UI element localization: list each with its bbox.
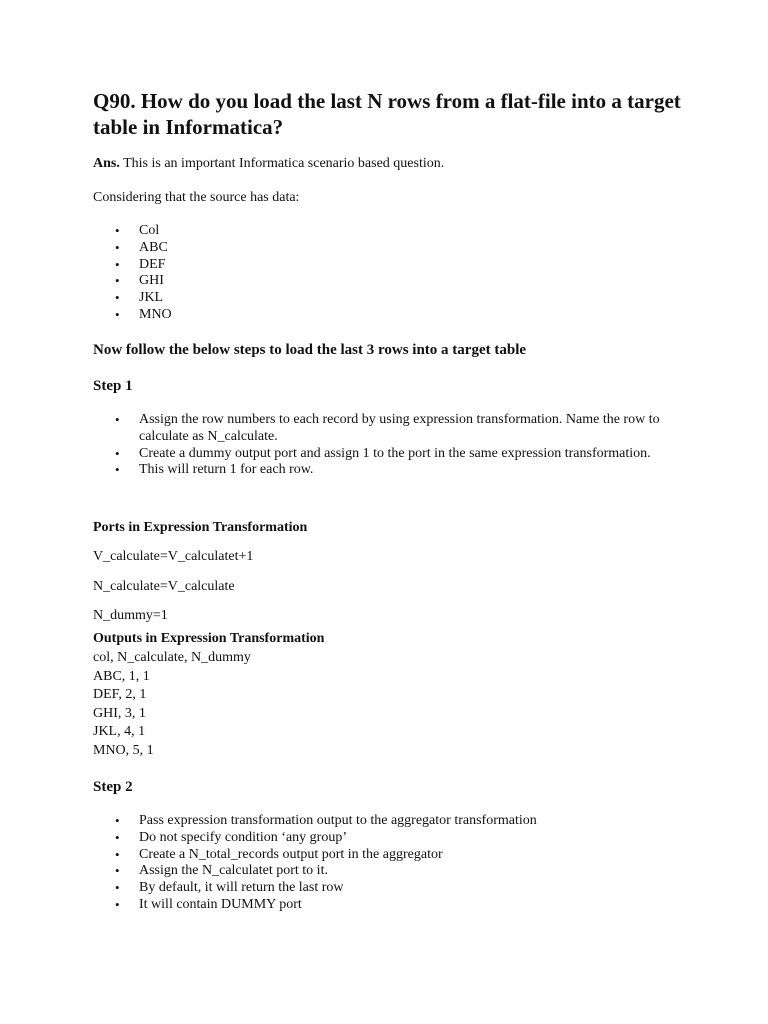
step2-heading: Step 2 [93, 779, 133, 795]
list-item: • Do not specify condition ‘any group’ [93, 830, 693, 847]
list-item: • JKL [93, 290, 693, 307]
list-item: • Col [93, 223, 693, 240]
output-row: JKL, 4, 1 [93, 724, 146, 740]
output-row: GHI, 3, 1 [93, 705, 146, 721]
answer-text: This is an important Informatica scenario based question. [119, 156, 445, 171]
list-item: • ABC [93, 240, 693, 257]
list-item: • GHI [93, 273, 693, 290]
list-item: • Pass expression transformation output to the aggregator transformation [93, 813, 693, 830]
list-item: • Assign the row numbers to each record by using expression transformation. Name the row to calculate as N_calculate. [93, 412, 683, 446]
step1-heading: Step 1 [93, 378, 133, 394]
list-item: • Assign the N_calculatet port to it. [93, 863, 693, 880]
list-item: • Create a N_total_records output port in the aggregator [93, 847, 693, 864]
output-row: ABC, 1, 1 [93, 668, 150, 684]
output-row: DEF, 2, 1 [93, 687, 147, 703]
list-item: • It will contain DUMMY port [93, 897, 693, 914]
source-data-list [93, 223, 693, 324]
output-row: col, N_calculate, N_dummy [93, 650, 251, 665]
list-item: • Create a dummy output port and assign 1 to the port in the same expression transformation. [93, 446, 683, 463]
list-item: • By default, it will return the last row [93, 880, 693, 897]
list-item: • This will return 1 for each row. [93, 462, 683, 479]
step1-list [93, 412, 683, 479]
list-item: • MNO [93, 307, 693, 324]
output-row: MNO, 5, 1 [93, 742, 154, 758]
outputs-heading: Outputs in Expression Transformation [93, 631, 325, 646]
step2-list [93, 813, 693, 914]
question-title: Q90. How do you load the last N rows from a flat-file into a target table in Informatica? [93, 89, 681, 139]
answer-label: Ans. [93, 156, 120, 171]
port-line: N_calculate=V_calculate [93, 579, 235, 594]
intro-text: Considering that the source has data: [93, 190, 300, 205]
list-item: • DEF [93, 257, 693, 274]
steps-heading: Now follow the below steps to load the last 3 rows into a target table [93, 342, 527, 358]
answer-line [93, 155, 444, 172]
ports-heading: Ports in Expression Transformation [93, 520, 308, 535]
outputs-table [93, 649, 251, 761]
port-line: N_dummy=1 [93, 608, 168, 623]
port-line: V_calculate=V_calculatet+1 [93, 549, 254, 564]
